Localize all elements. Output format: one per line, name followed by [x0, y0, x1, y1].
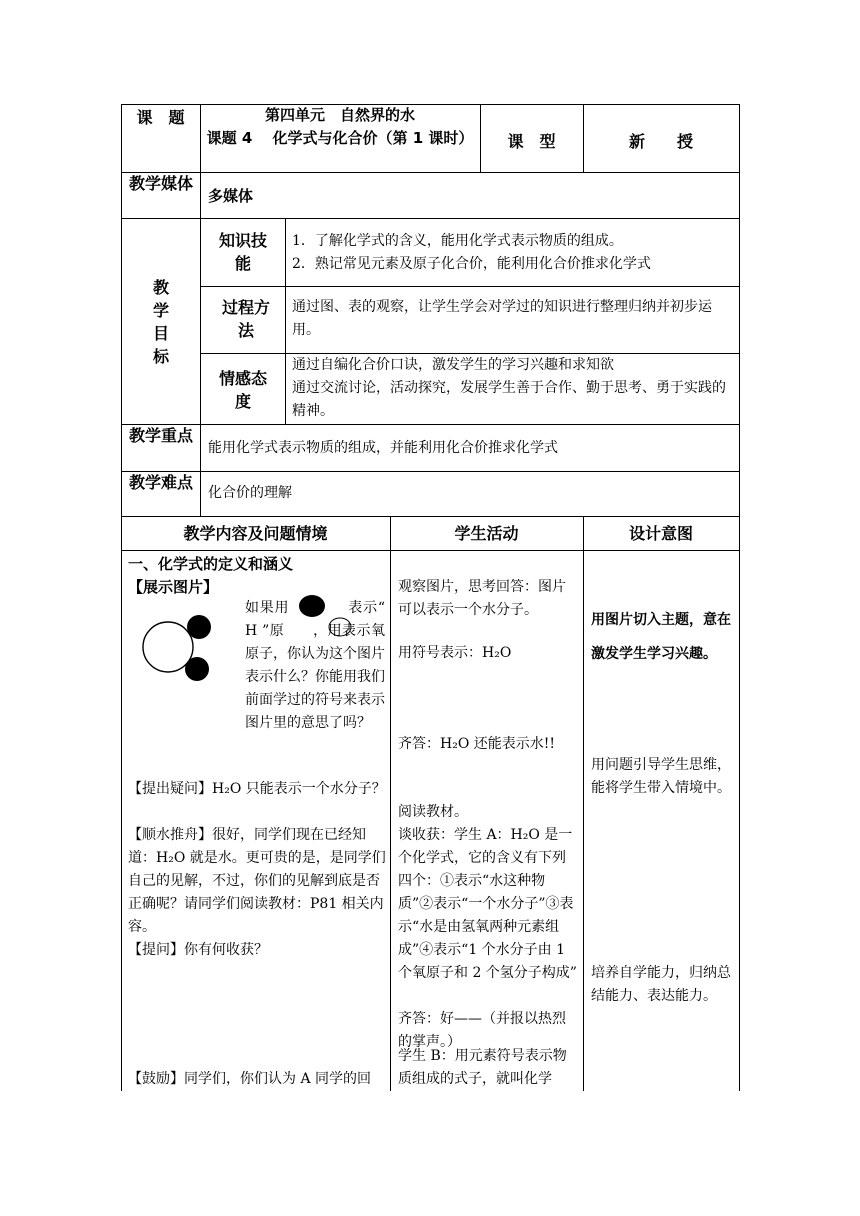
key-point-value: 能用化学式表示物质的组成，并能利用化合价推求化学式: [208, 440, 558, 456]
process-text: 通过图、表的观察，让学生学会对学过的知识进行整理归纳并初步运用。: [292, 299, 712, 338]
intent-cultivate: 培养自学能力，归纳总结能力、表达能力。: [591, 965, 731, 1004]
emotion-line-1: 通过自编化合价口诀，激发学生的学习兴趣和求知欲: [292, 357, 614, 373]
row-divider: [200, 286, 739, 287]
media-value: 多媒体: [208, 187, 254, 205]
column-header-content: 教学内容及问题情境: [183, 524, 328, 543]
col-divider: [285, 218, 286, 424]
key-point-label: 教学重点: [128, 426, 193, 445]
ask-text: 【提问】你有何收获？: [128, 942, 268, 958]
type-label: 课 型: [507, 132, 556, 151]
intent-intro: 用图片切入主题，意在激发学生学习兴趣。: [591, 612, 731, 662]
row-divider: [121, 516, 739, 517]
water-molecule-image: [138, 608, 218, 688]
activity-observe: 观察图片，思考回答：图片可以表示一个水分子。: [398, 579, 566, 618]
topic-line-2: 课题 4 化学式与化合价（第 1 课时）: [206, 129, 474, 147]
follow-text: 【顺水推舟】很好，同学们现在已经知道：H₂O 就是水。更可贵的是，是同学们自己的见解，不过，你们的见解到底是否正确呢？请同学们阅读教材：P81 相关内容。: [128, 827, 386, 935]
picture-text: 如果用 表示“ H ”原 ，用表示氧原子，你认为这个图片表示什么？你能用我们前面学过的符号来表示图片里的意思了吗？: [245, 600, 390, 731]
emotion-label: 情感态度: [219, 369, 268, 411]
objectives-label: 教学目标: [152, 278, 169, 366]
activity-gain: 谈收获：学生 A：H₂O 是一个化学式，它的含义有下列四个：①表示“水这种物质”②表示“一个水分子”③表示“水是由氢氧两种元素组成”④表示“1 个水分子由 1 个氧原子和 2 个氢分子构成”: [398, 827, 577, 981]
difficulty-label: 教学难点: [128, 473, 193, 492]
column-header-activity: 学生活动: [454, 524, 519, 543]
knowledge-line-2: 2．熟记常见元素及原子化合价，能利用化合价推求化学式: [292, 256, 651, 272]
col-divider: [390, 516, 391, 1091]
column-header-intent: 设计意图: [628, 524, 693, 543]
topic-label: 课 题: [136, 108, 185, 127]
emotion-line-2: 通过交流讨论，活动探究，发展学生善于合作、勤于思考、勇于实践的精神。: [292, 380, 726, 419]
knowledge-line-1: 1．了解化学式的含义，能用化学式表示物质的组成。: [292, 233, 623, 249]
col-divider: [583, 516, 584, 1091]
table-border-right: [739, 104, 740, 1091]
row-divider: [121, 172, 739, 173]
question-text: 【提出疑问】H₂O 只能表示一个水分子？: [128, 781, 386, 797]
col-divider: [200, 104, 201, 516]
row-divider: [121, 550, 739, 551]
intent-guide: 用问题引导学生思维，能将学生带入情境中。: [591, 757, 731, 796]
show-picture: 【展示图片】: [128, 578, 219, 596]
process-label: 过程方法: [222, 298, 271, 340]
encourage-text: 【鼓励】同学们，你们认为 A 同学的回: [128, 1071, 372, 1087]
row-divider: [121, 424, 739, 425]
knowledge-label: 知识技能: [219, 231, 268, 273]
table-border-left: [121, 104, 122, 1091]
activity-chorus-2: 齐答：好——（并报以热烈的掌声。）: [398, 1011, 566, 1050]
activity-student-b: 学生 B：用元素符号表示物质组成的式子，就叫化学: [398, 1048, 567, 1087]
topic-line-1: 第四单元 自然界的水: [264, 106, 415, 124]
section-title: 一、化学式的定义和涵义: [128, 555, 294, 573]
row-divider: [121, 471, 739, 472]
activity-read: 阅读教材。: [398, 804, 468, 820]
type-value: 新 授: [628, 132, 693, 151]
difficulty-value: 化合价的理解: [208, 485, 292, 501]
activity-chorus-1: 齐答：H₂O 还能表示水!!: [398, 736, 556, 752]
activity-symbol: 用符号表示：H₂O: [398, 645, 512, 661]
row-divider: [121, 218, 739, 219]
media-label: 教学媒体: [128, 174, 193, 193]
